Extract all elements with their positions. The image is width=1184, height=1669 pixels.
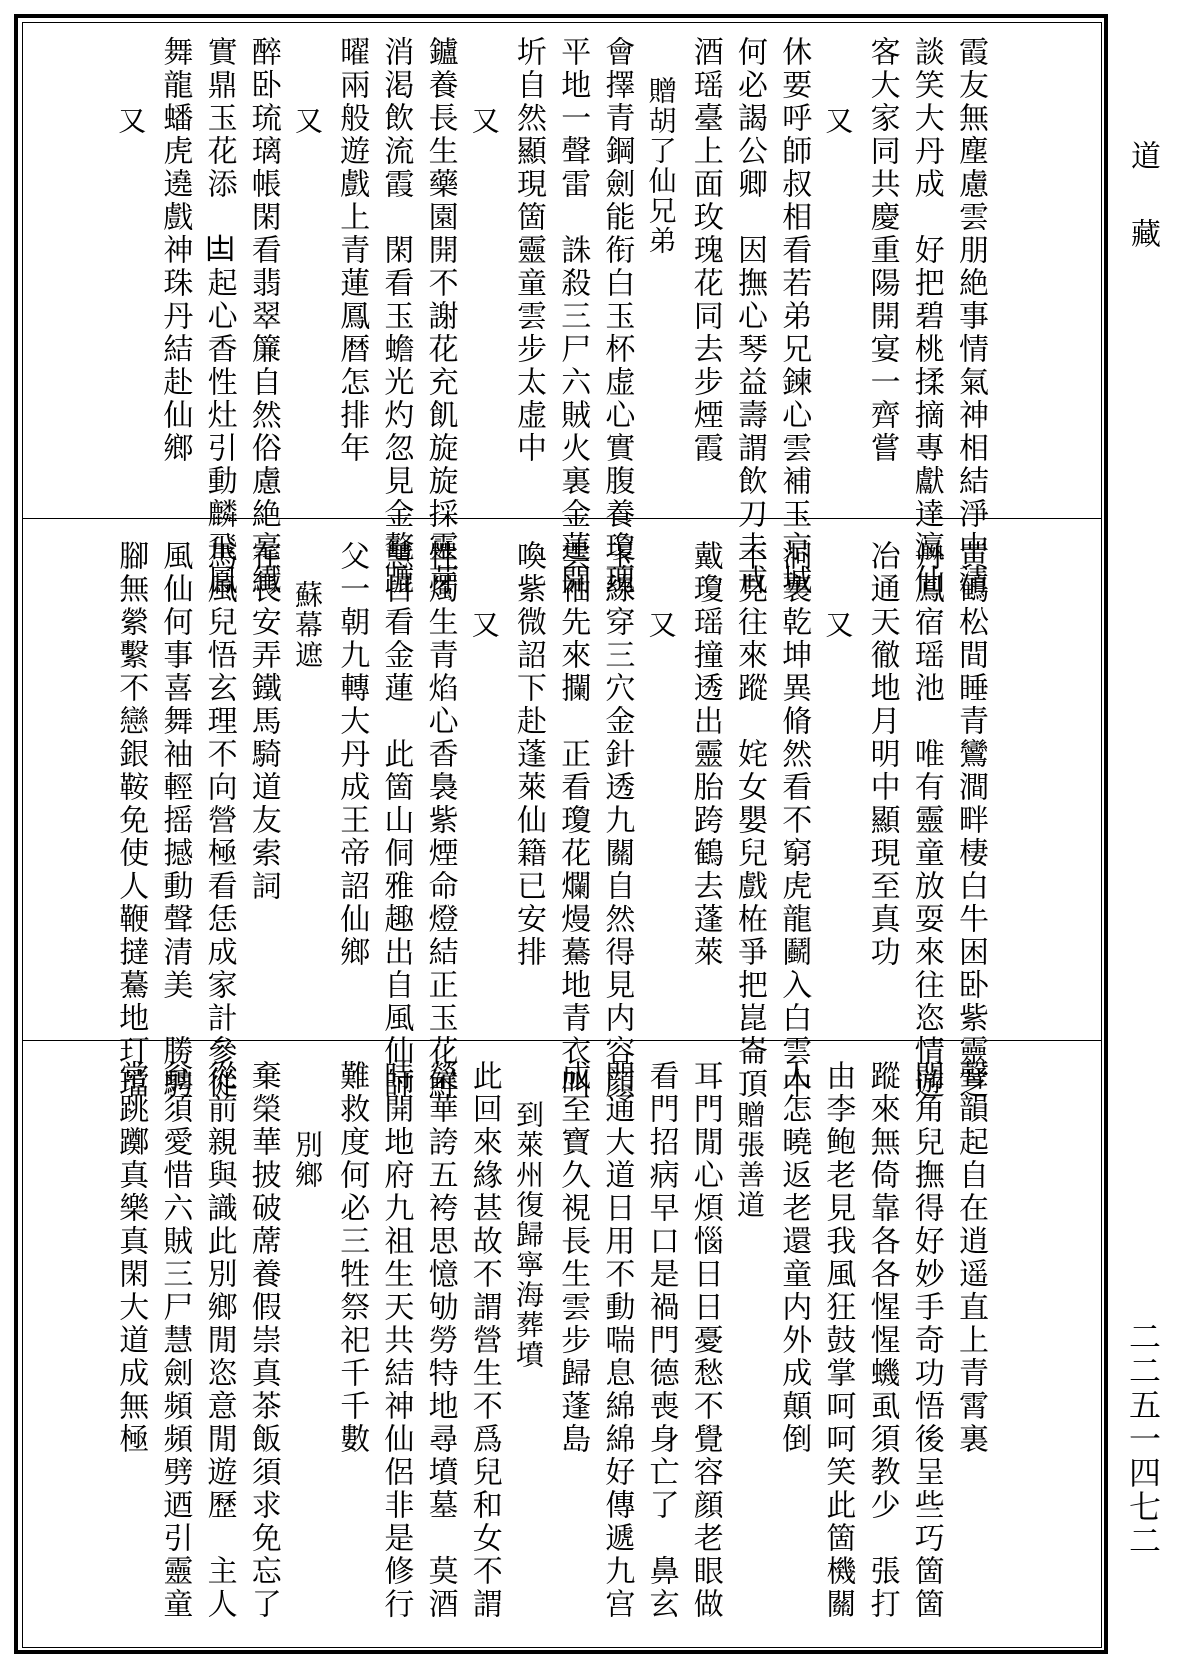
verse-column: 看門招病早口是禍門德喪身亡了 鼻玄 <box>643 1060 679 1621</box>
verse-column: 榮華誇五袴思憶劬勞特地尋墳墓 莫酒 <box>422 1060 458 1621</box>
verse-column: 玉線穿三穴金針透九關自然得見内容顔 <box>599 540 635 1101</box>
verse-column: 冶通天徹地月明中顯現至真功 <box>864 540 900 969</box>
verse-column: 耳門閒心煩惱日日憂愁不覺容顔老眼做 <box>687 1060 723 1621</box>
section-title: 蘇幕遮 <box>291 580 324 670</box>
verse-column: 消渇飲流霞 閑看玉蟾光灼忽見金鼇蹗 <box>378 36 414 597</box>
verse-column: 翁須愛惜六賊三尸慧劍頻頻劈迺引靈童 <box>157 1060 193 1621</box>
verse-column: 鑪養長生藥園開不謝花充飢旋旋採靈芽 <box>422 36 458 597</box>
section-title: 又 <box>467 106 501 136</box>
verse-column: 酒瑶臺上面玫瑰花同去步煙霞 <box>687 36 723 465</box>
verse-column: 何必謁公卿 因撫心琴益壽謂飲刀圭戒 <box>732 36 767 597</box>
verse-column: 丹鳳宿瑶池 唯有靈童放耍來往恣情遊 <box>908 540 944 1101</box>
verse-column: 馬風兒悟玄理不向營極看恁成家計參從 <box>201 540 237 1101</box>
verse-column: 喚紫微詔下赴蓬萊仙籍已安排 <box>511 540 546 969</box>
verse-column: 會擇青鋼劍能衔白玉杯虚心實腹養瓊瑰 <box>599 36 635 597</box>
verse-column: 在長安弄鐵馬騎道友索詞 <box>245 540 281 903</box>
section-title: 又 <box>821 106 855 136</box>
verse-column: 談笑大丹成 好把碧桃揉摘專獻達瀛仙 <box>908 36 944 597</box>
verse-column: 平地一聲雷 誅殺三尸六賊火裏金蓮開 <box>555 36 591 597</box>
verse-column: 不見往來蹤 姹女嬰兒戲𣑊爭把崑崙頂 <box>732 540 767 1101</box>
verse-column: 聲韻起自在逍遥直上青霄裏 <box>953 1060 988 1456</box>
verse-column: 洞裏乾坤異脩然看不窮虎龍鬬入白雲中 <box>776 540 812 1101</box>
verse-column: 人怎曉返老還童内外成顛倒 <box>776 1060 812 1456</box>
section-title: 到萊州復歸寧海葬墳 <box>512 1100 545 1370</box>
section-title: 又 <box>644 610 678 640</box>
verse-column: 蹤來無倚靠各各惺惺蟣虱須教少 張打 <box>864 1060 900 1621</box>
page-number: 二二五一四七二 <box>1124 1320 1162 1558</box>
verse-column: 戴瓊瑶撞透出靈胎跨鶴去蓬萊 <box>687 540 723 969</box>
verse-column: 閒角兒撫得好妙手奇功悟後呈些巧箇箇 <box>908 1060 944 1621</box>
collection-name: 道藏 <box>1125 140 1160 296</box>
verse-column: 成至寶久視長生雲步歸蓬島 <box>555 1060 591 1456</box>
verse-column: 性燭生青焰心香裊紫煙命燈結正玉花鮮 <box>422 540 458 1101</box>
verse-column: 難救度何必三牲祭祀千千數 <box>334 1060 370 1456</box>
verse-column: 從前親與識此別鄉閒恣意閒遊歷 主人 <box>201 1060 237 1621</box>
verse-column: 常跳躑真樂真閑大道成無極 <box>113 1060 149 1456</box>
section-title: 又 <box>114 106 148 136</box>
verse-column: 客大家同共慶重陽開宴一齊嘗 <box>864 36 900 465</box>
verse-column: 腳無縈繫不戀銀鞍免使人鞭撻驀地玎璫 <box>113 540 149 1101</box>
verse-column: 實鼎玉花添 𠙽起心香性灶引動麟飛鳳 <box>201 36 237 597</box>
section-title: 別鄉 <box>291 1130 324 1190</box>
verse-column: 時開地府九祖生天共結神仙侶非是修行 <box>378 1060 414 1621</box>
verse-column: 黄鶴松間睡青鸞澗畔棲白牛困卧紫靈芝 <box>953 540 988 1101</box>
verse-column: 風仙何事喜舞袖輕摇撼動聲清美 勝騁 <box>157 540 193 1101</box>
verse-column: 父一朝九轉大丹成王帝詔仙鄉 <box>334 540 370 969</box>
section-title: 又 <box>821 610 855 640</box>
verse-column: 圻自然顯現箇靈童雲步太虚中 <box>511 36 546 465</box>
verse-column: 舞龍蟠虎遶戲神珠丹結赴仙鄉 <box>157 36 193 465</box>
verse-column: 門通大道日用不動喘息綿綿好傳遞九宫 <box>599 1060 635 1621</box>
verse-column: 休要呼師叔相看若弟兄鍊心雲補玉京城 <box>776 36 812 597</box>
verse-column: 雲袖先來攔 正看瓊花爛熳驀地青衣叫 <box>555 540 591 1101</box>
section-title: 又 <box>467 610 501 640</box>
verse-column: 曜兩般遊戲上青蓮鳳暦怎排年 <box>334 36 370 465</box>
section-title: 又 <box>291 106 324 136</box>
section-title: 贈胡了仙兄弟 <box>644 76 678 256</box>
section-title: 贈張善道 <box>733 1100 766 1220</box>
verse-column: 慧目看金蓮 此箇山侗雅趣出自風仙師 <box>378 540 414 1101</box>
verse-column: 此回來緣甚故不謂營生不爲兒和女不謂 <box>466 1060 502 1621</box>
verse-column: 由李鲍老見我風狂鼓掌呵呵笑此箇機關 <box>820 1060 856 1621</box>
verse-column: 醉卧琉璃帳閑看翡翠簾自然俗慮絶毫纎 <box>245 36 281 597</box>
verse-column: 棄榮華披破蓆養假崇真茶飯須求免忘了 <box>245 1060 281 1621</box>
verse-column: 霞友無塵慮雲朋絶事情氣神相結淨中清 <box>953 36 988 597</box>
